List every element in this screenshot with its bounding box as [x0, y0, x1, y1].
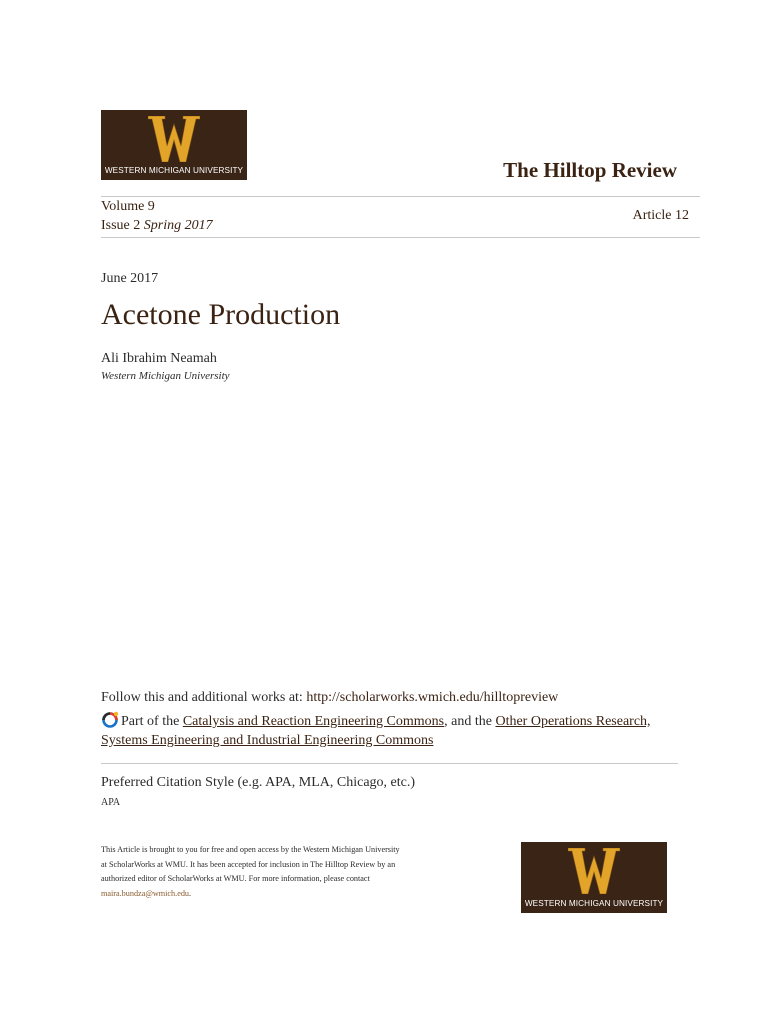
citation-style: APA — [101, 797, 121, 808]
wmu-w-icon — [568, 848, 620, 894]
publication-date: June 2017 — [101, 271, 159, 286]
wmu-logo-top — [101, 110, 247, 180]
access-notice-end: . — [189, 888, 192, 898]
open-access-notice — [101, 843, 401, 901]
journal-title[interactable]: The Hilltop Review — [503, 158, 677, 182]
operations-research-commons-link-part1[interactable]: Other Operations Research, — [495, 714, 651, 729]
wmu-logo-bottom — [521, 842, 667, 913]
network-commons-icon — [101, 710, 119, 728]
access-notice-text: This Article is brought to you for free and open access by the Western Michigan University at ScholarWorks at WMU. It has been accepted for inclusion in The Hilltop Review by an authorized editor of ScholarWorks at WMU. For more information, please contact — [101, 845, 400, 883]
header-bottom-rule — [101, 237, 700, 238]
issue-number: Issue 2 — [101, 218, 141, 233]
citation-rule — [101, 763, 678, 764]
wmu-logo-text: WESTERN MICHIGAN UNIVERSITY — [104, 166, 244, 175]
citation-heading: Preferred Citation Style (e.g. APA, MLA, Chicago, etc.) — [101, 775, 416, 790]
part-of-middle: , and the — [444, 714, 492, 729]
author-name[interactable]: Ali Ibrahim Neamah — [101, 351, 217, 366]
contact-email-link[interactable]: maira.bundza@wmich.edu — [101, 888, 190, 898]
catalysis-commons-link[interactable]: Catalysis and Reaction Engineering Commons — [182, 714, 445, 729]
issue-season: Spring 2017 — [143, 218, 213, 233]
part-of-line — [121, 714, 651, 730]
part-of-line-2 — [101, 733, 433, 749]
header-top-rule — [101, 196, 700, 197]
paper-title[interactable]: Acetone Production — [101, 298, 341, 331]
wmu-logo-text: WESTERN MICHIGAN UNIVERSITY — [524, 899, 664, 908]
issue-link[interactable] — [101, 218, 213, 234]
follow-label: Follow this and additional works at: — [101, 690, 303, 705]
follow-line — [101, 690, 558, 706]
article-number[interactable]: Article 12 — [632, 208, 689, 223]
follow-url-link[interactable]: http://scholarworks.wmich.edu/hilltopreview — [306, 690, 559, 705]
wmu-w-icon — [148, 116, 200, 162]
operations-research-commons-link-part2[interactable]: Systems Engineering and Industrial Engineering Commons — [101, 733, 434, 748]
author-affiliation: Western Michigan University — [101, 370, 230, 382]
part-of-prefix: Part of the — [121, 714, 180, 729]
volume-link[interactable]: Volume 9 — [101, 199, 155, 214]
